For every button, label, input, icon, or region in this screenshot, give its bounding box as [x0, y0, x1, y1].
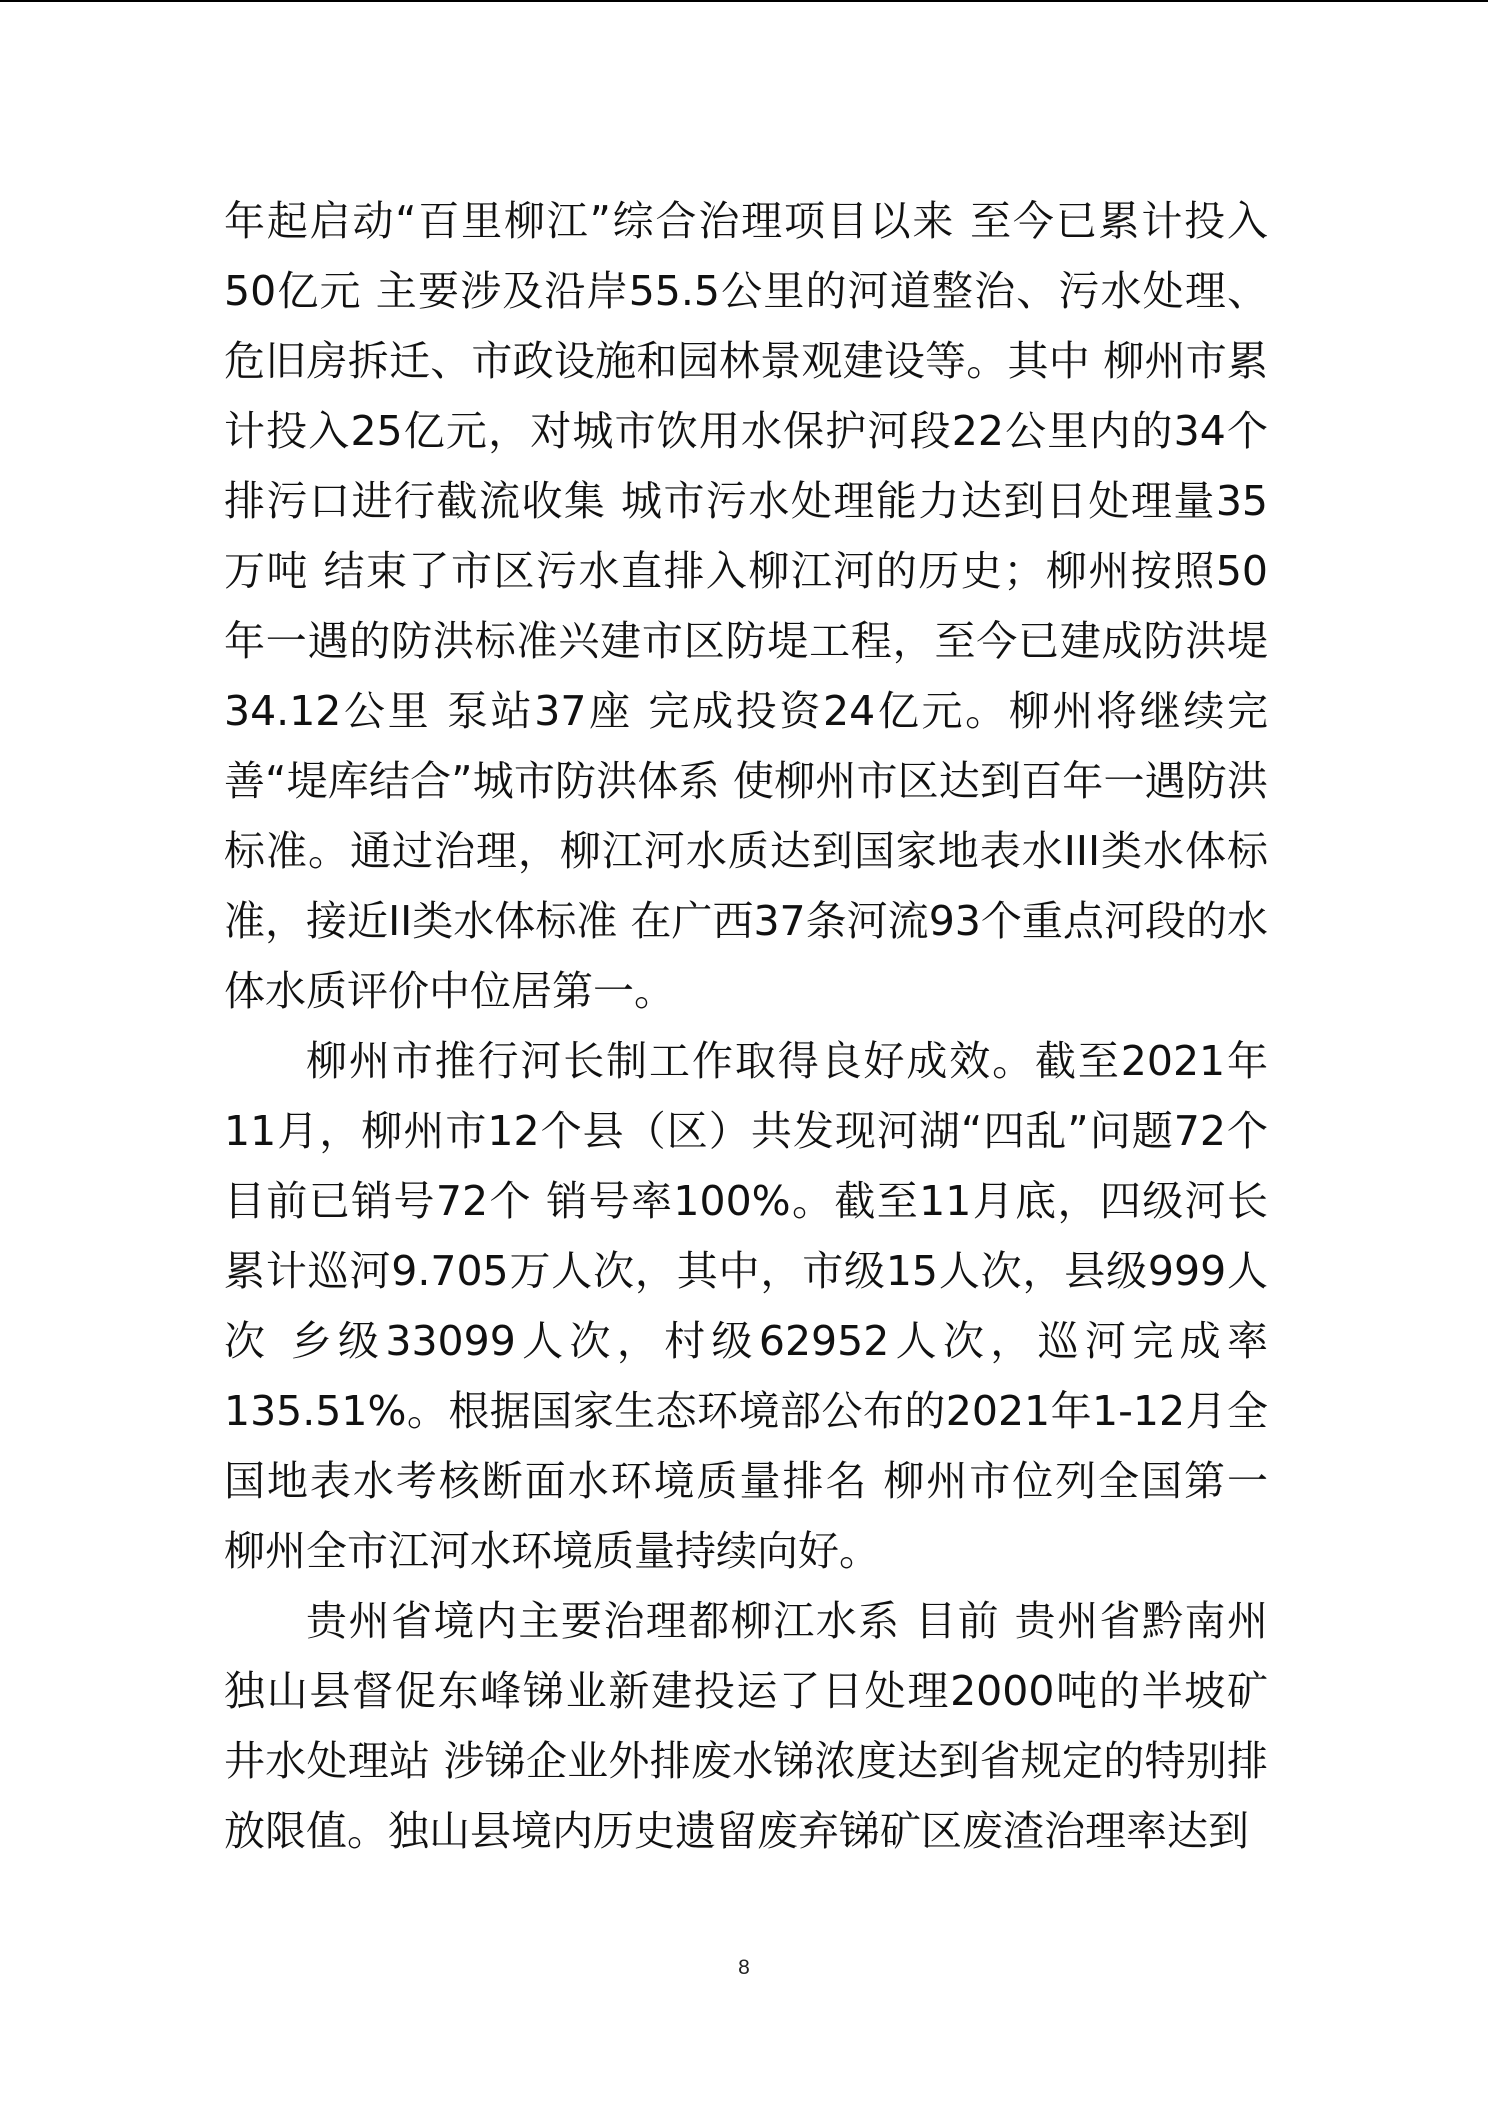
- paragraph-guizhou: 贵州省境内主要治理都柳江水系 目前 贵州省黔南州独山县督促东峰锑业新建投运了日处理2000吨的半坡矿井水处理站 涉锑企业外排废水锑浓度达到省规定的特别排放限值。独山县境内历史遗留废弃锑矿区废渣治理率达到: [224, 1597, 1268, 1855]
- document-body: [224, 186, 1268, 1866]
- paragraph-continued: 年起启动“百里柳江”综合治理项目以来 至今已累计投入50亿元 主要涉及沿岸55.5公里的河道整治、污水处理、危旧房拆迁、市政设施和园林景观建设等。其中 柳州市累计投入25亿元，对城市饮用水保护河段22公里内的34个排污口进行截流收集 城市污水处理能力达到日处理量35万吨 结束了市区污水直排入柳江河的历史；柳州按照50年一遇的防洪标准兴建市区防堤工程，至今已建成防洪堤34.12公里 泵站37座 完成投资24亿元。柳州将继续完善“堤库结合”城市防洪体系 使柳州市区达到百年一遇防洪标准。通过治理，柳江河水质达到国家地表水III类水体标准，接近II类水体标准 在广西37条河流93个重点河段的水体水质评价中位居第一。: [224, 197, 1268, 1015]
- top-border-line: [0, 0, 1488, 2]
- page-number: 8: [738, 1956, 750, 1979]
- paragraph-river-chief: 柳州市推行河长制工作取得良好成效。截至2021年11月，柳州市12个县（区）共发现河湖“四乱”问题72个 目前已销号72个 销号率100%。截至11月底，四级河长累计巡河9.705万人次，其中，市级15人次，县级999人次 乡级33099人次，村级62952人次，巡河完成率135.51%。根据国家生态环境部公布的2021年1-12月全国地表水考核断面水环境质量排名 柳州市位列全国第一 柳州全市江河水环境质量持续向好。: [224, 1037, 1268, 1575]
